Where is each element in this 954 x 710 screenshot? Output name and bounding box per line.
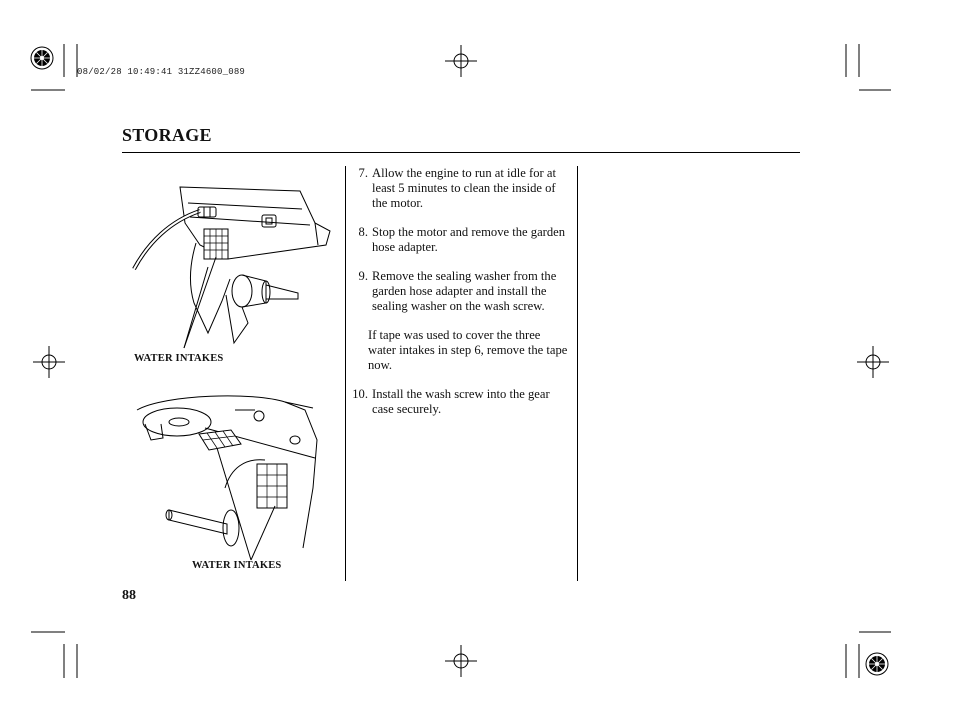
gear-case-hose-illustration	[130, 183, 340, 353]
crosshair-target-icon	[445, 645, 477, 677]
registration-sunburst-icon	[31, 47, 53, 69]
step-text: Allow the engine to run at idle for at least 5 minutes to clean the inside of the motor.	[372, 166, 556, 210]
column-divider	[577, 166, 578, 581]
crosshair-target-icon	[445, 45, 477, 77]
instruction-steps	[346, 166, 568, 431]
step-text: Install the wash screw into the gear case securely.	[372, 387, 550, 416]
title-rule	[122, 152, 800, 153]
section-title: STORAGE	[122, 125, 212, 145]
figure-caption: WATER INTAKES	[134, 353, 224, 364]
step-text: Stop the motor and remove the garden hose adapter.	[372, 225, 566, 254]
step-item	[346, 387, 568, 417]
step-number: 7.	[358, 166, 368, 180]
registration-sunburst-icon	[866, 653, 888, 675]
step-item	[346, 166, 568, 211]
step-number: 9.	[358, 269, 368, 283]
step-number: 10.	[352, 387, 368, 401]
figure-caption: WATER INTAKES	[192, 560, 282, 571]
print-header: 08/02/28 10:49:41 31ZZ4600_089	[77, 67, 246, 77]
page-number: 88	[122, 588, 136, 603]
step-note: If tape was used to cover the three water intakes in step 6, remove the tape now.	[368, 328, 568, 372]
crosshair-target-icon	[857, 346, 889, 378]
gear-case-intakes-illustration	[135, 388, 340, 560]
crosshair-target-icon	[33, 346, 65, 378]
step-item	[346, 225, 568, 255]
step-number: 8.	[358, 225, 368, 239]
step-text: Remove the sealing washer from the garden hose adapter and install the sealing washer on the wash screw.	[372, 269, 557, 313]
step-item	[346, 269, 568, 314]
